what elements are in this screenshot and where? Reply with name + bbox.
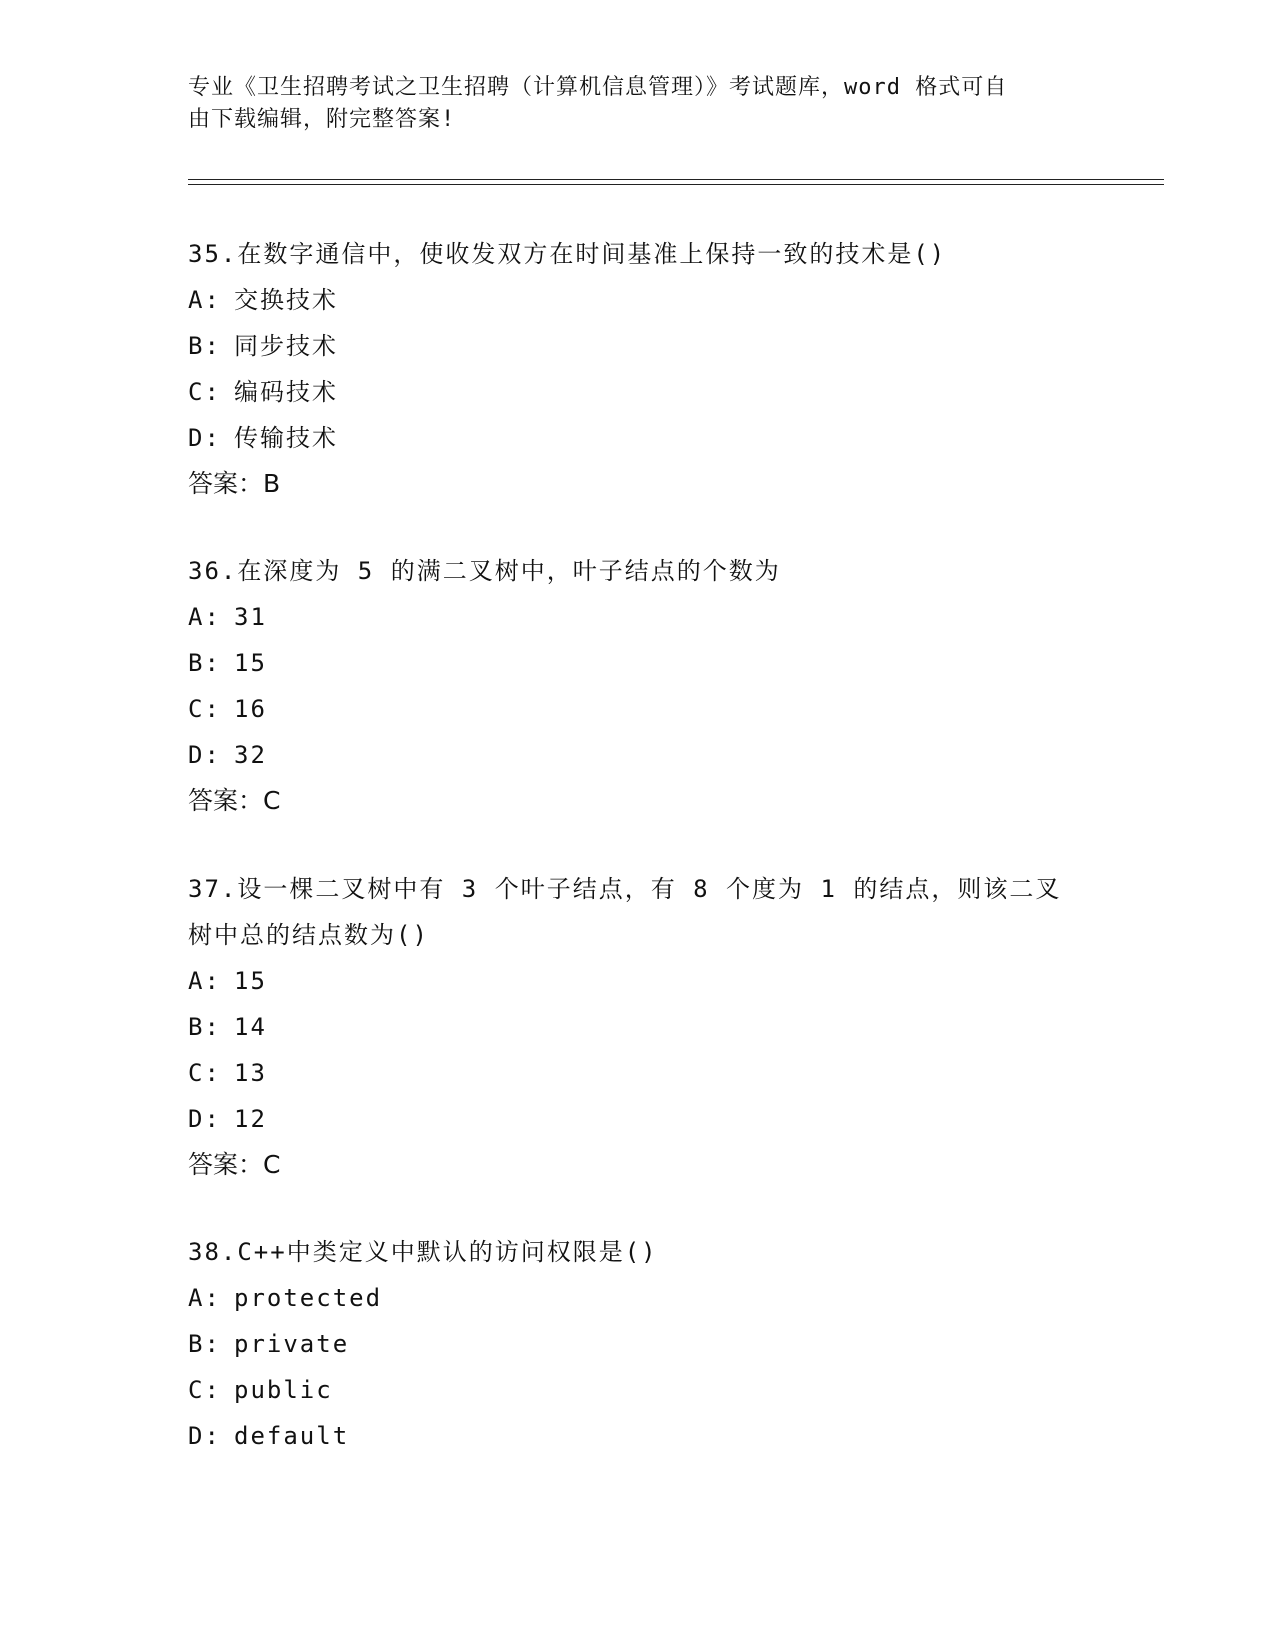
option-text: private (234, 1330, 350, 1358)
option-letter: C: (188, 695, 221, 723)
option-a (188, 594, 1088, 640)
option-b (188, 640, 1088, 686)
option-text: 12 (234, 1105, 267, 1133)
option-text: 15 (234, 967, 267, 995)
option-letter: B: (188, 332, 221, 360)
option-letter: C: (188, 1376, 221, 1404)
option-letter: A: (188, 603, 221, 631)
question-37 (188, 866, 1088, 1188)
option-text: public (234, 1376, 333, 1404)
option-text: protected (234, 1284, 383, 1312)
option-d (188, 732, 1088, 778)
option-letter: A: (188, 967, 221, 995)
header-line-1: 专业《卫生招聘考试之卫生招聘（计算机信息管理）》考试题库，word 格式可自 (188, 75, 1008, 100)
option-text: 13 (234, 1059, 267, 1087)
answer-label: 答案：B (188, 469, 281, 498)
option-text: 编码技术 (234, 378, 338, 406)
answer-label: 答案：C (188, 1150, 281, 1179)
question-36 (188, 548, 1088, 824)
document-header (188, 72, 1078, 136)
option-letter: B: (188, 649, 221, 677)
option-letter: C: (188, 1059, 221, 1087)
option-letter: B: (188, 1013, 221, 1041)
header-divider-bottom (188, 184, 1164, 185)
option-text: 传输技术 (234, 424, 338, 452)
option-a (188, 277, 1088, 323)
question-text-line-1: 37.设一棵二叉树中有 3 个叶子结点，有 8 个度为 1 的结点，则该二叉 (188, 875, 1062, 903)
option-letter: C: (188, 378, 221, 406)
question-text: 38.C++中类定义中默认的访问权限是() (188, 1238, 658, 1266)
header-line-2: 由下载编辑，附完整答案! (188, 107, 456, 132)
option-d (188, 415, 1088, 461)
option-d (188, 1413, 1088, 1459)
header-divider-top (188, 179, 1164, 180)
option-c (188, 369, 1088, 415)
option-a (188, 1275, 1088, 1321)
option-b (188, 1004, 1088, 1050)
option-text: 14 (234, 1013, 267, 1041)
option-letter: D: (188, 424, 221, 452)
option-text: 交换技术 (234, 286, 338, 314)
question-35 (188, 231, 1088, 507)
option-text: 32 (234, 741, 267, 769)
option-text: default (234, 1422, 350, 1450)
option-c (188, 1367, 1088, 1413)
option-b (188, 323, 1088, 369)
option-letter: A: (188, 286, 221, 314)
option-c (188, 1050, 1088, 1096)
option-letter: D: (188, 741, 221, 769)
question-38 (188, 1229, 1088, 1459)
answer-label: 答案：C (188, 786, 281, 815)
option-text: 16 (234, 695, 267, 723)
option-letter: B: (188, 1330, 221, 1358)
question-text: 35.在数字通信中，使收发双方在时间基准上保持一致的技术是() (188, 240, 947, 268)
option-letter: A: (188, 1284, 221, 1312)
option-text: 31 (234, 603, 267, 631)
option-a (188, 958, 1088, 1004)
question-text: 36.在深度为 5 的满二叉树中，叶子结点的个数为 (188, 557, 781, 585)
option-d (188, 1096, 1088, 1142)
option-text: 同步技术 (234, 332, 338, 360)
question-text-line-2: 树中总的结点数为() (188, 921, 429, 949)
option-letter: D: (188, 1105, 221, 1133)
option-letter: D: (188, 1422, 221, 1450)
option-text: 15 (234, 649, 267, 677)
option-b (188, 1321, 1088, 1367)
option-c (188, 686, 1088, 732)
